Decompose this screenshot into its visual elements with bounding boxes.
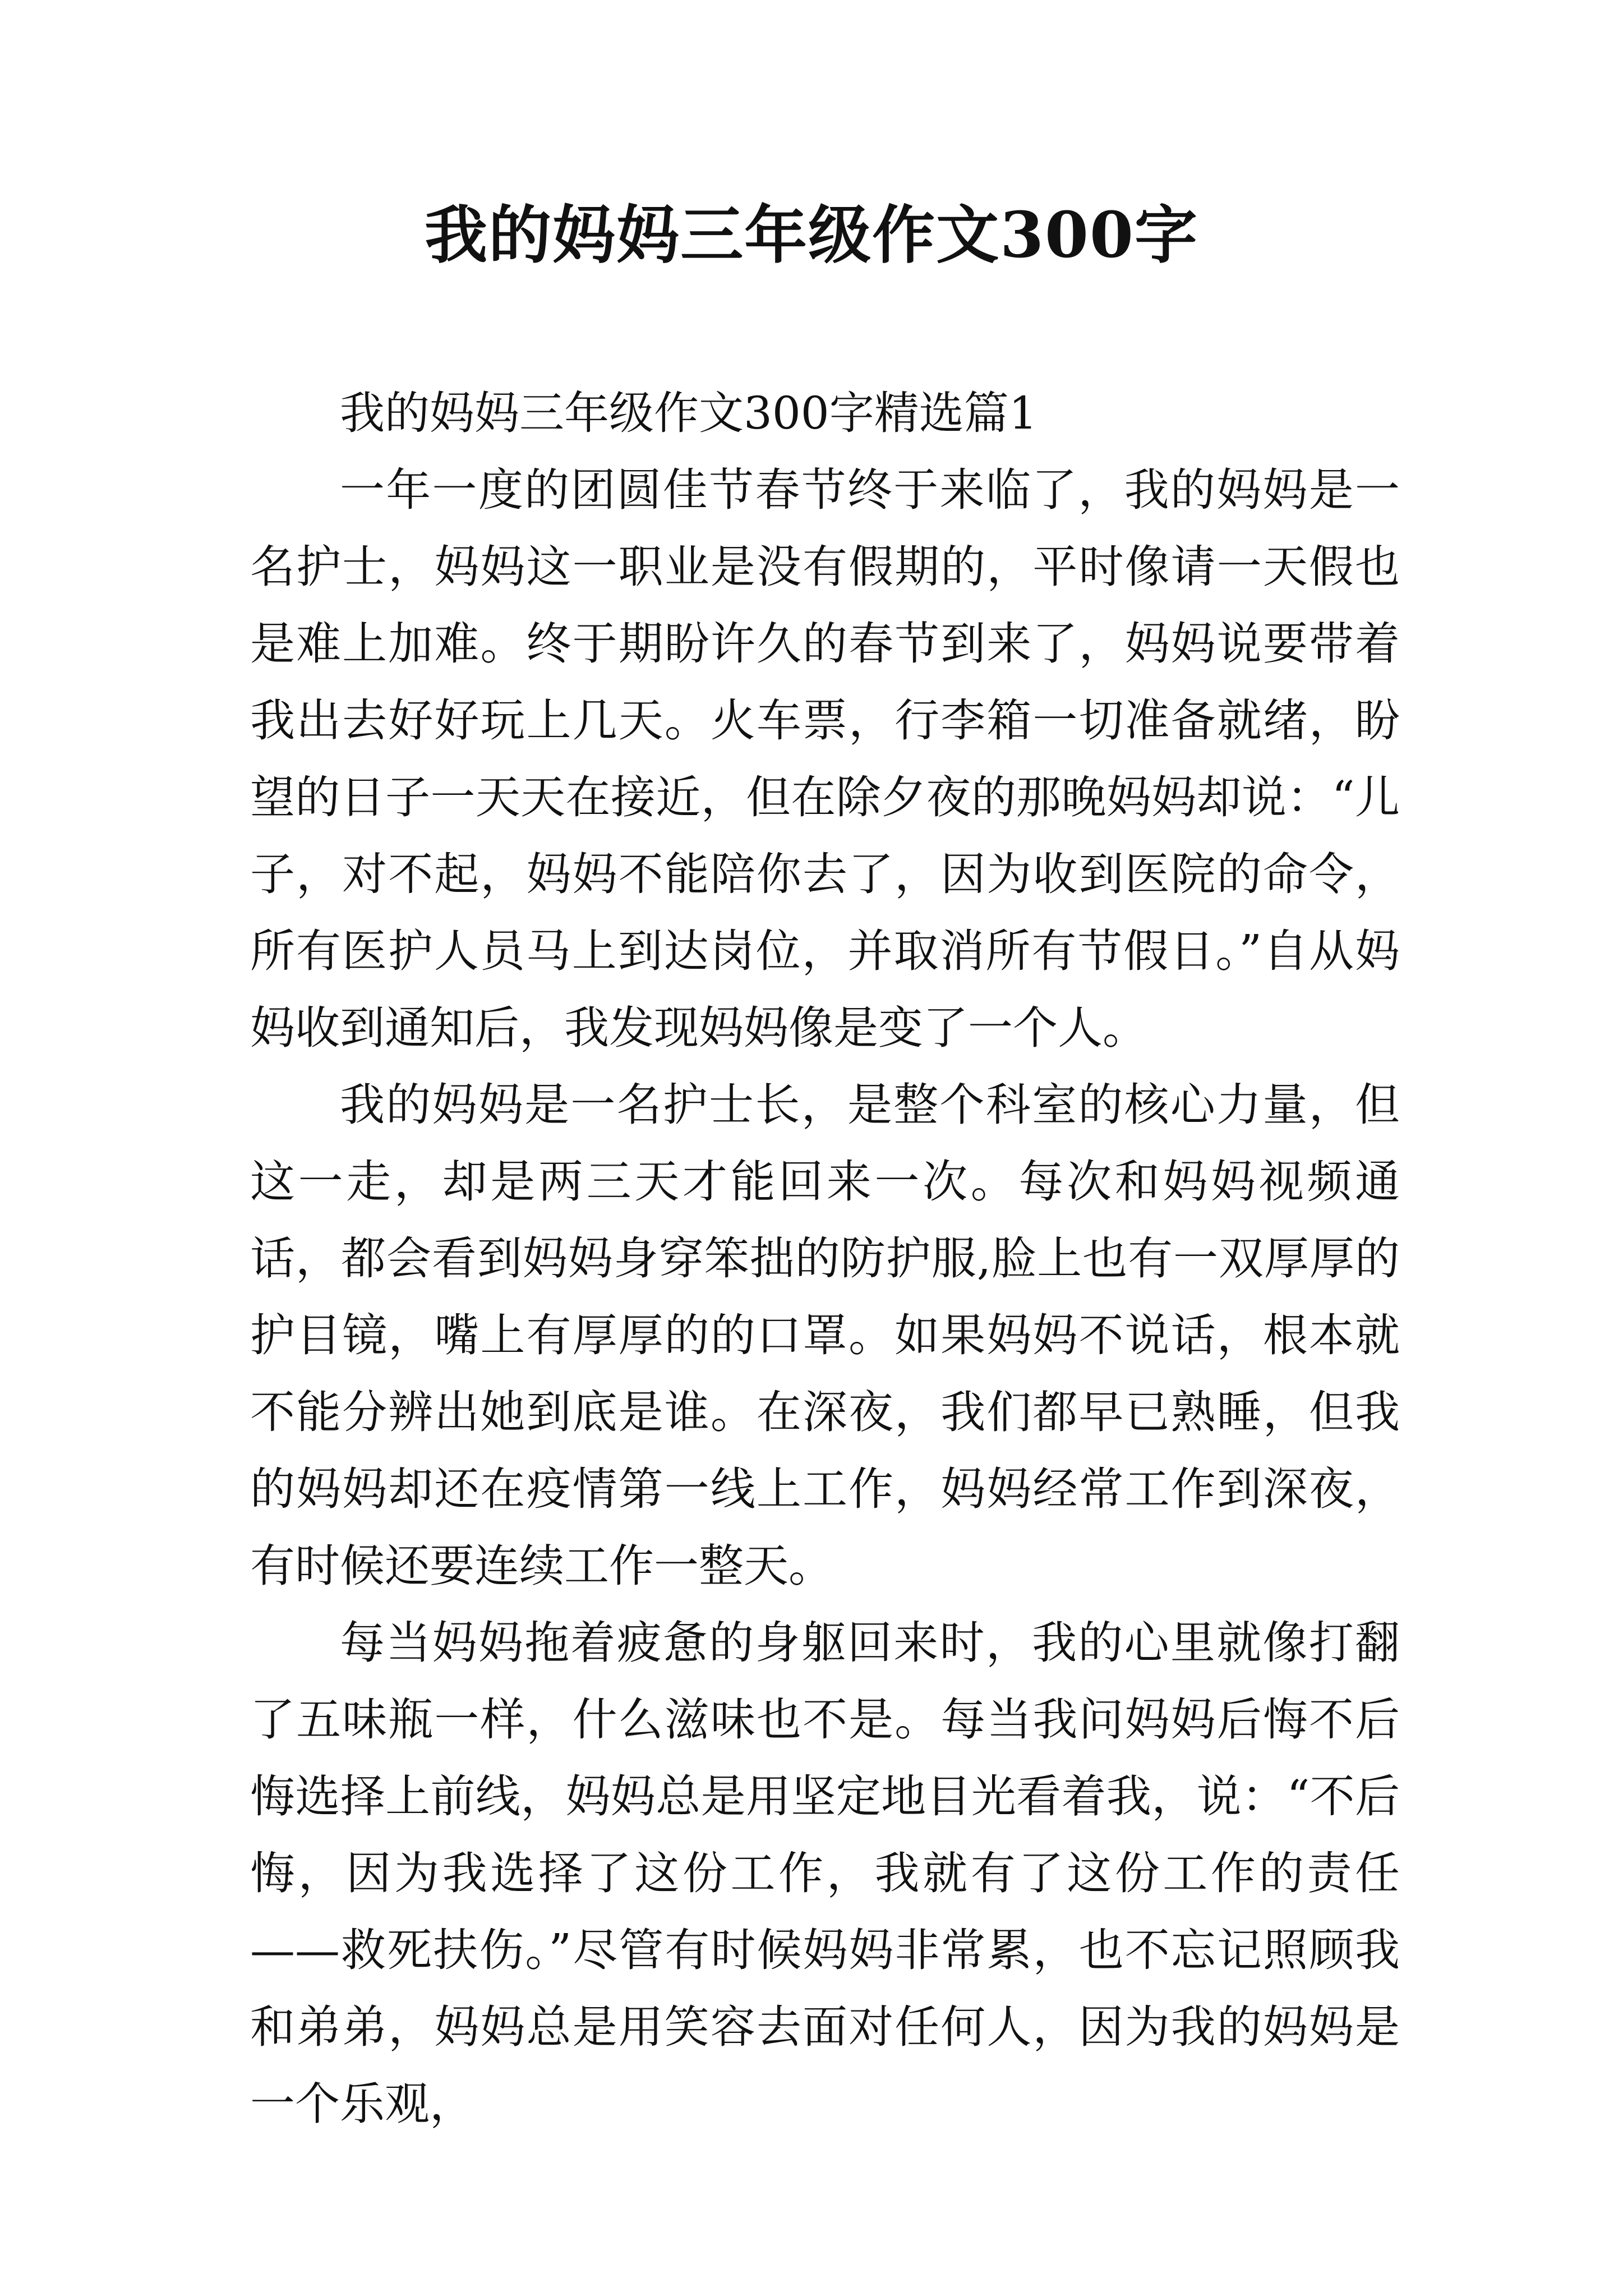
document-title: 我的妈妈三年级作文300字 xyxy=(425,199,1198,272)
paragraph-1: 一年一度的团圆佳节春节终于来临了，我的妈妈是一名护士，妈妈这一职业是没有假期的，平时像请一天假也是难上加难。终于期盼许久的春节到来了，妈妈说要带着我出去好好玩上几天。火车票，行李箱一切准备就绪，盼望的日子一天天在接近，但在除夕夜的那晚妈妈却说：“儿子，对不起，妈妈不能陪你去了，因为收到医院的命令，所有医护人员马上到达岗位，并取消所有节假日。”自从妈妈收到通知后，我发现妈妈像是变了一个人。 xyxy=(250,464,1400,1054)
document-body xyxy=(250,375,1400,2142)
section-heading: 我的妈妈三年级作文300字精选篇1 xyxy=(340,387,1038,439)
paragraph-3: 每当妈妈拖着疲惫的身躯回来时，我的心里就像打翻了五味瓶一样，什么滋味也不是。每当我问妈妈后悔不后悔选择上前线，妈妈总是用坚定地目光看着我，说：“不后悔，因为我选择了这份工作，我就有了这份工作的责任——救死扶伤。”尽管有时候妈妈非常累，也不忘记照顾我和弟弟，妈妈总是用笑容去面对任何人，因为我的妈妈是一个乐观， xyxy=(250,1617,1400,2130)
paragraph-2: 我的妈妈是一名护士长，是整个科室的核心力量，但这一走，却是两三天才能回来一次。每次和妈妈视频通话，都会看到妈妈身穿笨拙的防护服,脸上也有一双厚厚的护目镜，嘴上有厚厚的的口罩。如果妈妈不说话，根本就不能分辨出她到底是谁。在深夜，我们都早已熟睡，但我的妈妈却还在疫情第一线上工作，妈妈经常工作到深夜，有时候还要连续工作一整天。 xyxy=(250,1079,1400,1592)
